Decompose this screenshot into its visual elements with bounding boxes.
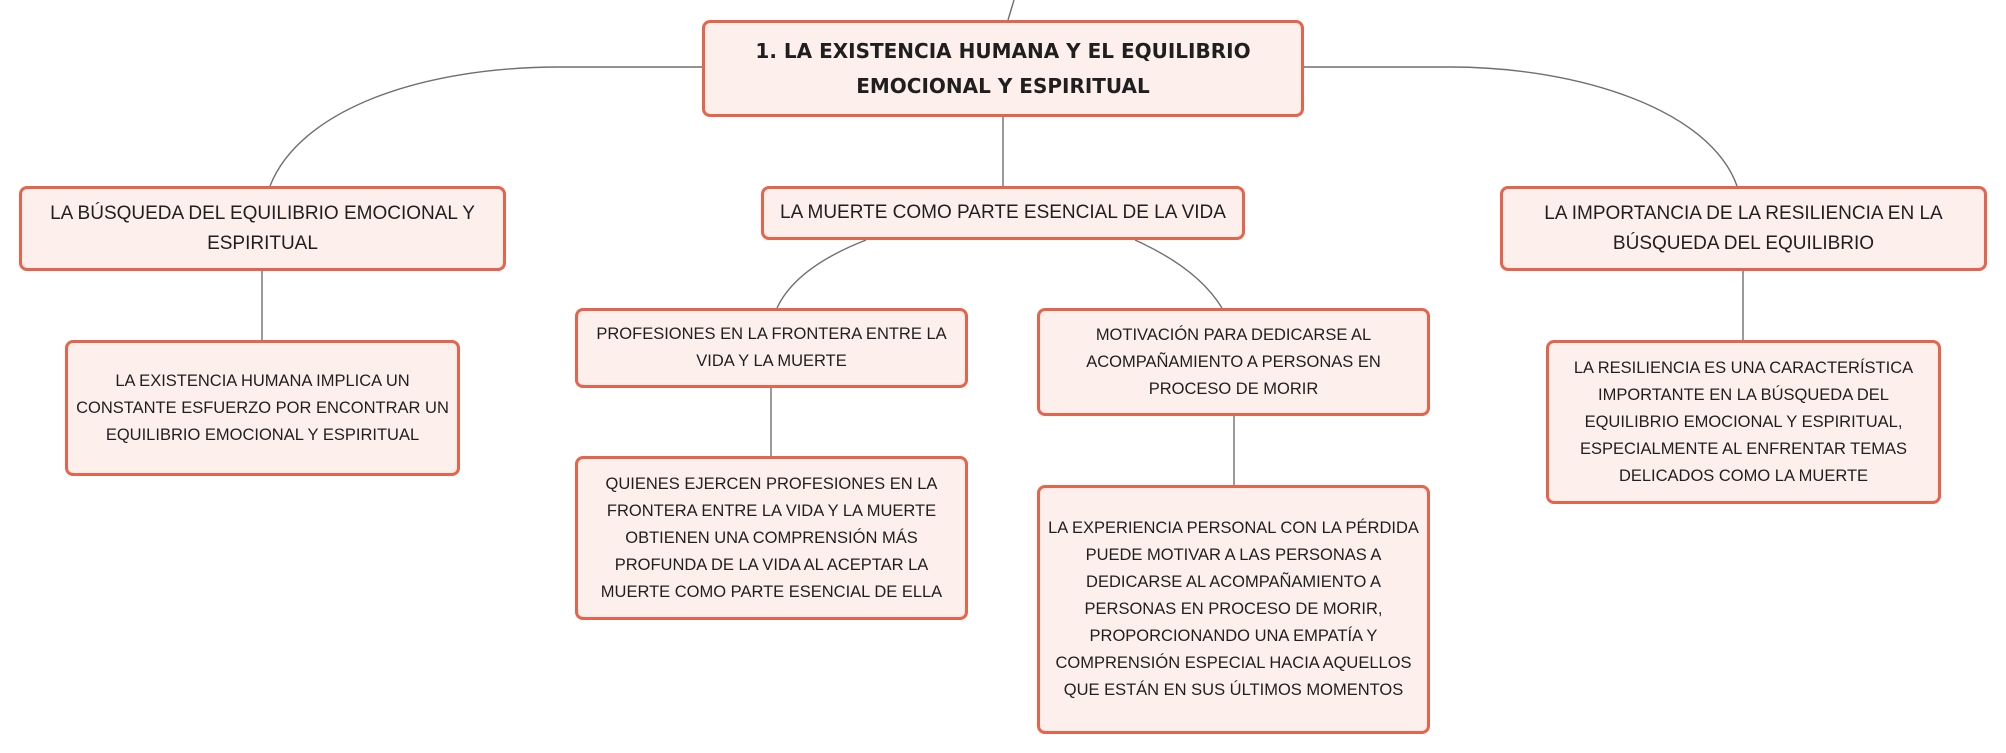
leaf-topic-label: LA EXISTENCIA HUMANA IMPLICA UN CONSTANTE ESFUERZO POR ENCONTRAR UN EQUILIBRIO EMOCIONAL Y ESPIRITUAL: [76, 371, 449, 444]
leaf-topic-label: QUIENES EJERCEN PROFESIONES EN LA FRONTERA ENTRE LA VIDA Y LA MUERTE OBTIENEN UNA COMPRENSIÓN MÁS PROFUNDA DE LA VIDA AL ACEPTAR LA MUERTE COMO PARTE ESENCIAL DE ELLA: [600, 474, 943, 601]
subtopic-profesiones[interactable]: [575, 308, 968, 388]
leaf-topic-experiencia[interactable]: [1037, 485, 1430, 734]
connector-branch-2-to-sub-1: [777, 240, 866, 308]
branch-topic-label: LA BÚSQUEDA DEL EQUILIBRIO EMOCIONAL Y ESPIRITUAL: [50, 202, 475, 254]
leaf-topic-profesiones[interactable]: [575, 456, 968, 620]
branch-topic-equilibrio[interactable]: [19, 186, 506, 271]
leaf-topic-label: LA RESILIENCIA ES UNA CARACTERÍSTICA IMPORTANTE EN LA BÚSQUEDA DEL EQUILIBRIO EMOCIONAL Y ESPIRITUAL, ESPECIALMENTE AL ENFRENTAR TEMAS DELICADOS COMO LA MUERTE: [1573, 358, 1914, 485]
root-topic-label: 1. LA EXISTENCIA HUMANA Y EL EQUILIBRIO EMOCIONAL Y ESPIRITUAL: [755, 38, 1251, 98]
branch-topic-label: LA IMPORTANCIA DE LA RESILIENCIA EN LA BÚSQUEDA DEL EQUILIBRIO: [1544, 202, 1943, 254]
branch-topic-label: LA MUERTE COMO PARTE ESENCIAL DE LA VIDA: [780, 202, 1226, 223]
subtopic-motivacion[interactable]: [1037, 308, 1430, 416]
subtopic-label: PROFESIONES EN LA FRONTERA ENTRE LA VIDA Y LA MUERTE: [596, 325, 947, 370]
connector-root-to-branch-1: [270, 67, 702, 186]
connector-root-incoming: [1008, 0, 1014, 20]
leaf-topic-existencia[interactable]: [65, 340, 460, 476]
leaf-topic-resiliencia[interactable]: [1546, 340, 1941, 504]
leaf-topic-label: LA EXPERIENCIA PERSONAL CON LA PÉRDIDA PUEDE MOTIVAR A LAS PERSONAS A DEDICARSE AL ACOMPAÑAMIENTO A PERSONAS EN PROCESO DE MORIR, PROPORCIONANDO UNA EMPATÍA Y COMPRENSIÓN ESPECIAL HACIA AQUELLOS QUE ESTÁN EN SUS ÚLTIMOS MOMENTOS: [1048, 519, 1419, 699]
root-topic[interactable]: [702, 20, 1304, 117]
subtopic-label: MOTIVACIÓN PARA DEDICARSE AL ACOMPAÑAMIENTO A PERSONAS EN PROCESO DE MORIR: [1086, 325, 1381, 398]
branch-topic-resiliencia[interactable]: [1500, 186, 1987, 271]
connector-root-to-branch-3: [1304, 67, 1737, 186]
branch-topic-muerte[interactable]: [761, 186, 1245, 240]
connector-branch-2-to-sub-2: [1135, 240, 1222, 308]
